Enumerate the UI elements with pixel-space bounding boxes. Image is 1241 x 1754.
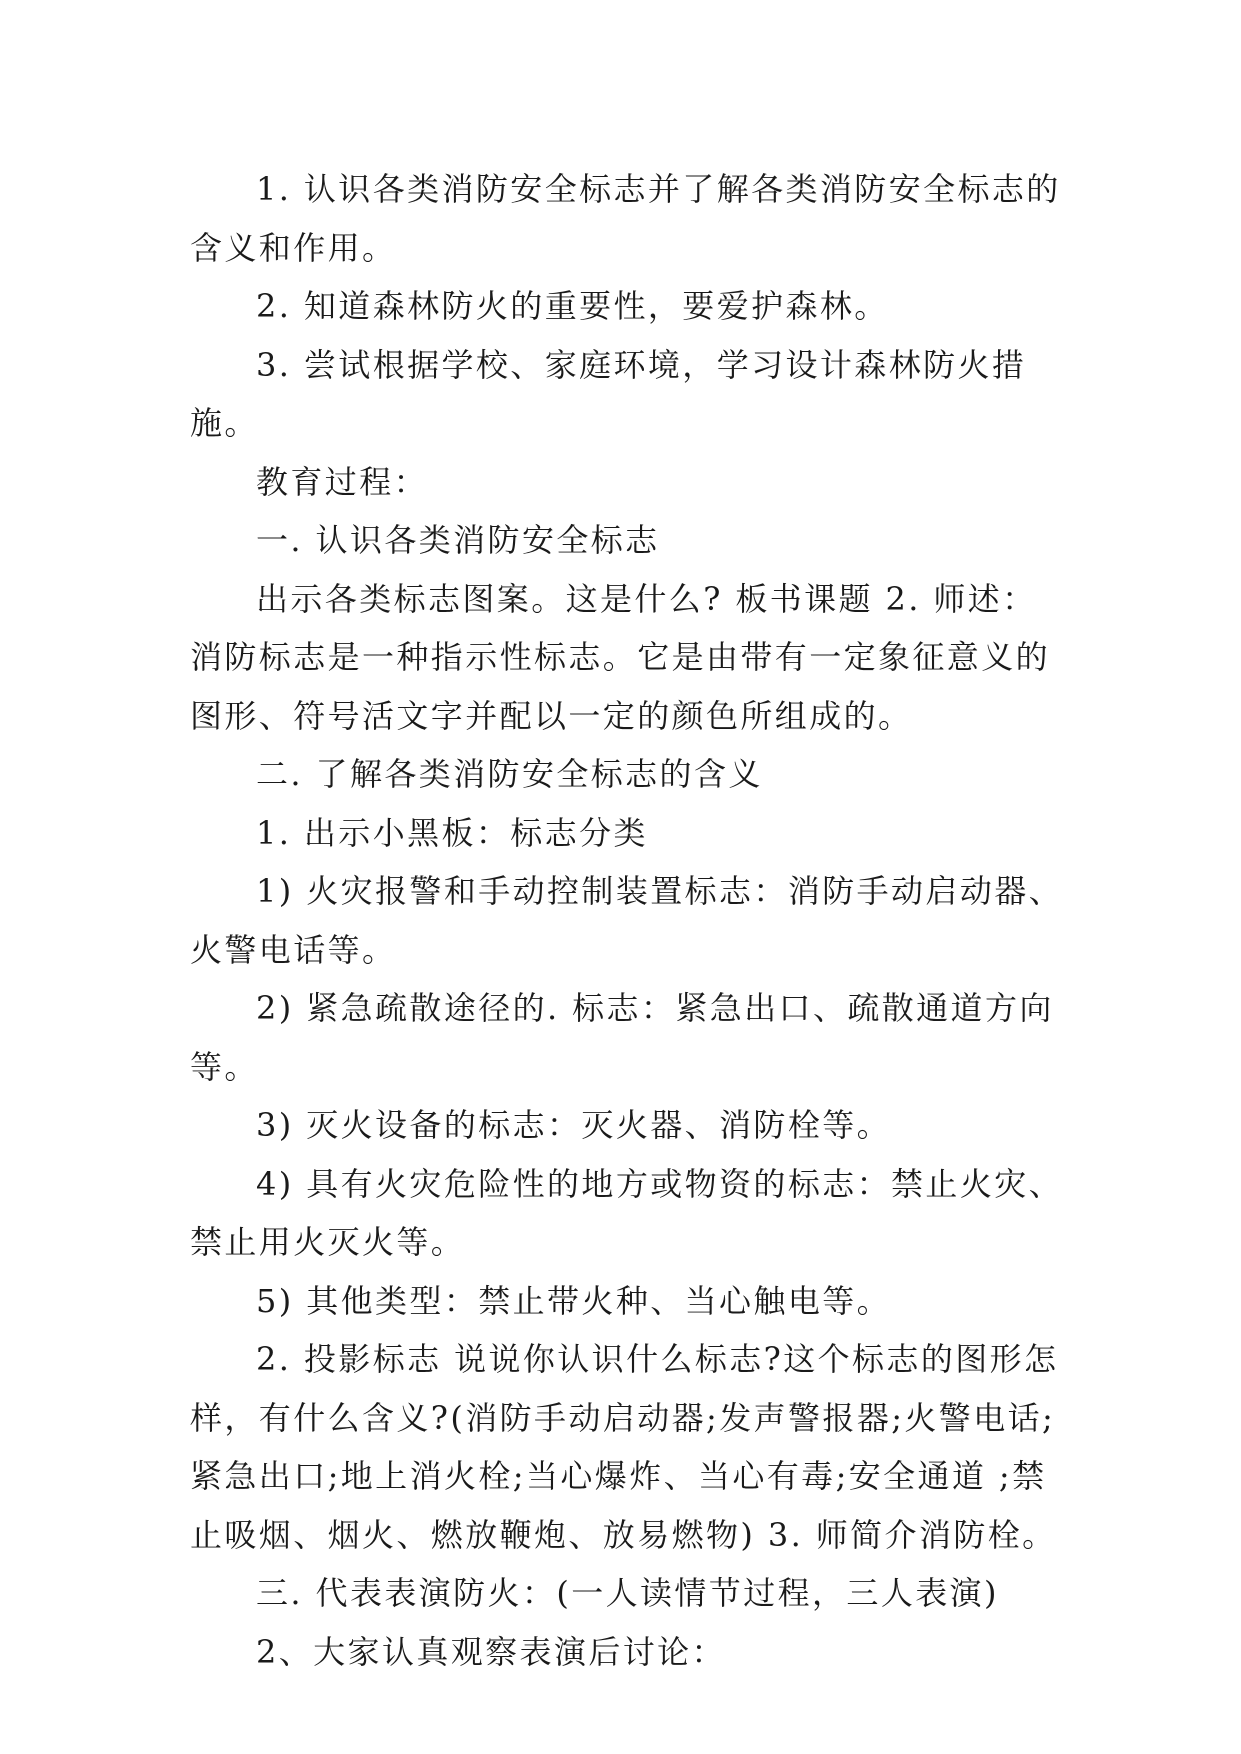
list-item-4: 4) 具有火灾危险性的地方或物资的标志：禁止火灾、禁止用火灭火等。: [190, 1164, 1064, 1261]
document-body: [190, 160, 1070, 1681]
objective-2: 2. 知道森林防火的重要性，要爱护森林。: [256, 287, 889, 325]
paragraph-projection: 2. 投影标志 说说你认识什么标志?这个标志的图形怎样，有什么含义?(消防手动启动器;发声警报器;火警电话;紧急出口;地上消火栓;当心爆炸、当心有毒;安全通道 ;禁止吸烟、烟火、燃放鞭炮、放易燃物) 3. 师简介消防栓。: [190, 1340, 1059, 1554]
paragraph-intro-signs: 出示各类标志图案。这是什么? 板书课题 2. 师述：消防标志是一种指示性标志。它是由带有一定象征意义的图形、符号活文字并配以一定的颜色所组成的。: [190, 579, 1051, 735]
list-heading-classification: 1. 出示小黑板：标志分类: [256, 813, 648, 852]
section-heading-process: 教育过程：: [256, 462, 429, 501]
list-item-2: 2) 紧急疏散途径的. 标志：紧急出口、疏散通道方向等。: [190, 989, 1054, 1086]
section-heading-3: 三. 代表表演防火：(一人读情节过程，三人表演): [256, 1574, 999, 1612]
section-heading-2: 二. 了解各类消防安全标志的含义: [256, 755, 763, 793]
paragraph-discussion: 2、大家认真观察表演后讨论：: [256, 1632, 726, 1671]
objective-3: 3. 尝试根据学校、家庭环境，学习设计森林防火措施。: [190, 345, 1027, 442]
list-item-5: 5) 其他类型：禁止带火种、当心触电等。: [256, 1281, 892, 1320]
objective-1: 1. 认识各类消防安全标志并了解各类消防安全标志的含义和作用。: [190, 170, 1061, 267]
section-heading-1: 一. 认识各类消防安全标志: [256, 521, 660, 559]
list-item-1: 1) 火灾报警和手动控制装置标志：消防手动启动器、火警电话等。: [190, 872, 1064, 969]
list-item-3: 3) 灭火设备的标志：灭火器、消防栓等。: [256, 1106, 892, 1144]
